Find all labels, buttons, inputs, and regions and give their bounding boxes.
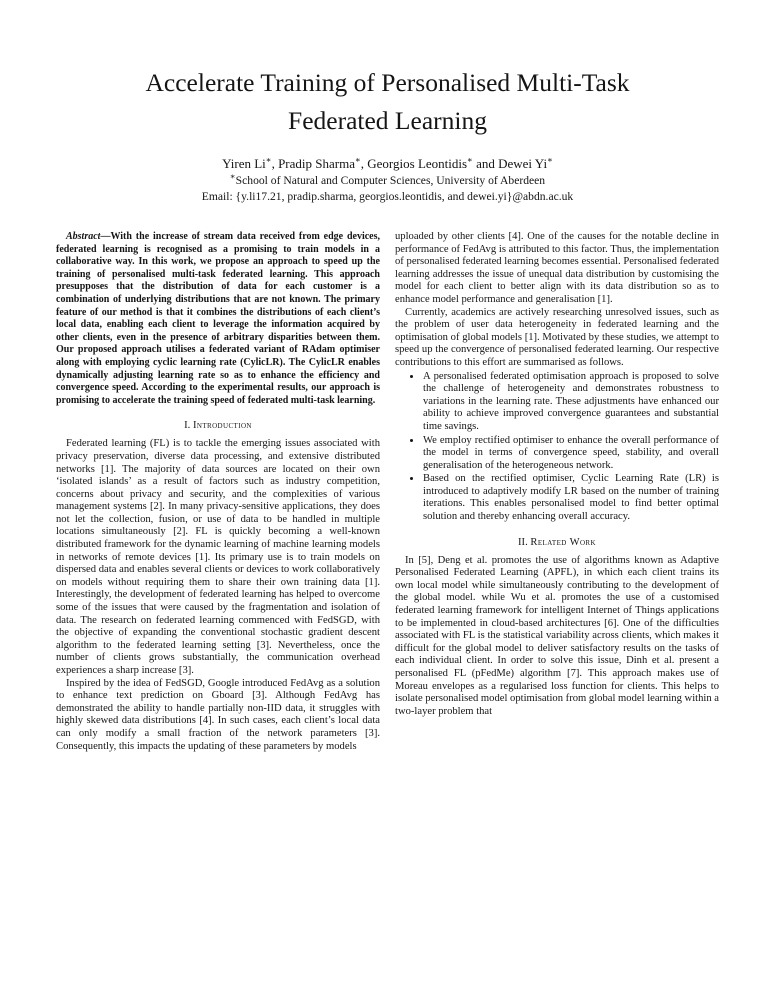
intro-paragraph-3: Currently, academics are actively researching unresolved issues, such as the problem of user data heterogeneity in federated learning and the optimisation of global models [1]. Motivated by these studies, we attempt to speed up the convergence of personalised federated learning. Our respective contributions to this effort are summarised as follows. xyxy=(395,306,719,368)
author-separator: , xyxy=(271,156,279,171)
byline-block xyxy=(56,155,719,205)
section-number: I. xyxy=(184,420,191,432)
intro-paragraph-2: Inspired by the idea of FedSGD, Google introduced FedAvg as a solution to enhance text prediction on Gboard [3]. Although FedAvg has demonstrated the ability to handle partially non-IID data, it struggles with highly skewed data distributions [4]. In such cases, each client’s local data can only modify a small fraction of the network parameters [3]. Consequently, this impacts the updating of these parameters by models xyxy=(56,677,380,752)
author-affiliation-mark: ∗ xyxy=(467,154,473,165)
section-title: Introduction xyxy=(192,420,252,432)
author-separator: , xyxy=(360,156,368,171)
section-title: Related Work xyxy=(530,536,596,548)
affiliation-line xyxy=(56,173,719,189)
author-name: Georgios Leontidis xyxy=(367,156,468,171)
paper-title xyxy=(56,64,719,140)
section-heading-related-work xyxy=(395,537,719,548)
contribution-item: • We employ rectified optimiser to enhance the overall performance of the model in terms of convergence speed, stability, and overall generalisation of the heterogeneous network. xyxy=(422,435,719,473)
two-column-body xyxy=(56,231,719,753)
intro-paragraph-2-continued: uploaded by other clients [4]. One of the causes for the notable decline in performance of FedAvg is attributed to this factor. Thus, the implementation of personalised federated learning becomes essential. Personalised federated learning addresses the issue of unequal data distribution by customising the model for each client to better align with its data distribution so as to enhance model performance and generalisation [1]. xyxy=(395,231,719,305)
affiliation-mark: ∗ xyxy=(229,171,236,182)
author-name: Yiren Li xyxy=(222,156,266,171)
author-affiliation-mark: ∗ xyxy=(265,154,272,165)
paper-title-line1: Accelerate Training of Personalised Multi-Task xyxy=(145,68,630,97)
section-number: II. xyxy=(518,536,528,548)
paper-title-line2: Federated Learning xyxy=(288,106,487,135)
related-work-paragraph-1: In [5], Deng et al. promotes the use of algorithms known as Adaptive Personalised Federated Learning (APFL), in which each client trains its own local model while simultaneously contributing to the development of the global model. while Wu et al. promotes the use of a customised federated learning framework for intelligent Internet of Things applications to be implemented in cloud-based architectures [6]. One of the difficulties associated with FL is the statistical variability across clients, which makes it difficult for the global model to deliver satisfactory results on the tasks of each individual client. In order to solve this issue, Dinh et al. present a personalised FL (pFedMe) algorithm [7]. This approach makes use of Moreau envelopes as a regularised loss function for clients. This helps to isolate personalised model optimisation from global model learning within a two-layer problem that xyxy=(395,554,719,717)
section-heading-introduction xyxy=(56,420,380,431)
contribution-list xyxy=(395,371,719,524)
abstract-text: —With the increase of stream data received from edge devices, federated learning is recognised as a promising to train models in a collaborative way. In this work, we propose an approach to speed up the training of personalised multi-task federated learning. This approach presupposes that the distribution of data for each customer is a combination of underlying distributions that are not known. The primary feature of our method is that it combines the distributions of each client’s local data, enabling each client to leverage the information acquired by other clients, even in the presence of arbitrary disparities between them. Our proposed approach utilises a federated variant of RAdam optimiser along with employing cyclic learning rate (CylicLR). The CylicLR enables dynamically adjusting learning rate so as to enhance the efficiency and convergence speed. According to the experimental results, our approach is promising to accelerate the training speed of federated multi-task learning. xyxy=(56,231,380,406)
abstract-label: Abstract xyxy=(66,231,101,242)
author-affiliation-mark: ∗ xyxy=(547,154,553,165)
contribution-item: • A personalised federated optimisation approach is proposed to solve the challenge of heterogeneity and demonstrates robustness to variations in the learning rate. These adjustments have enhanced our ability to achieve improved convergence guarantees and substantial time savings. xyxy=(422,371,719,434)
author-name: Dewei Yi xyxy=(498,156,548,171)
contribution-item: • Based on the rectified optimiser, Cyclic Learning Rate (LR) is introduced to adaptively modify LR based on the number of training iterations. This enables personalised model to find better optimal solution and thereby enhancing overall accuracy. xyxy=(422,473,719,523)
author-affiliation-mark: ∗ xyxy=(354,154,361,165)
author-separator: and xyxy=(472,156,499,171)
affiliation-text: School of Natural and Computer Sciences, University of Aberdeen xyxy=(235,174,546,187)
intro-paragraph-1: Federated learning (FL) is to tackle the emerging issues associated with privacy preservation, diverse data processing, and extensive distributed networks [1]. The majority of data sources are located on their own ‘isolated islands’ as a result of factors such as industry competition, concerns about privacy and security, and the complexities of various management systems [2]. In many privacy-sensitive applications, they does not let the collection, fusion, or use of data to be handled in multiple locations simultaneously [2]. FL is quickly becoming a well-known distributed framework for the dynamic learning of machine learning models in networks of remote devices [1]. Its primary use is to train models on dispersed data and enables several clients or devices to work collaboratively on models without requiring them to share their own training data [1]. Interestingly, the development of federated learning has helped to overcome some of the issues that were caused by the fragmentation and isolation of data. The research on federated learning commenced with FedSGD, with the objective of expanding the conventional stochastic gradient descent algorithm to the federated learning setting [3]. Nevertheless, once the number of clients grows substantially, the communication overhead experiences a sharp increase [3]. xyxy=(56,438,380,676)
column-left xyxy=(56,231,380,753)
authors-line xyxy=(56,155,719,173)
abstract-paragraph xyxy=(56,231,380,407)
author-name: Pradip Sharma xyxy=(278,156,355,171)
column-right xyxy=(395,231,719,753)
email-line: Email: {y.li17.21, pradip.sharma, georgios.leontidis, and dewei.yi}@abdn.ac.uk xyxy=(201,190,574,203)
